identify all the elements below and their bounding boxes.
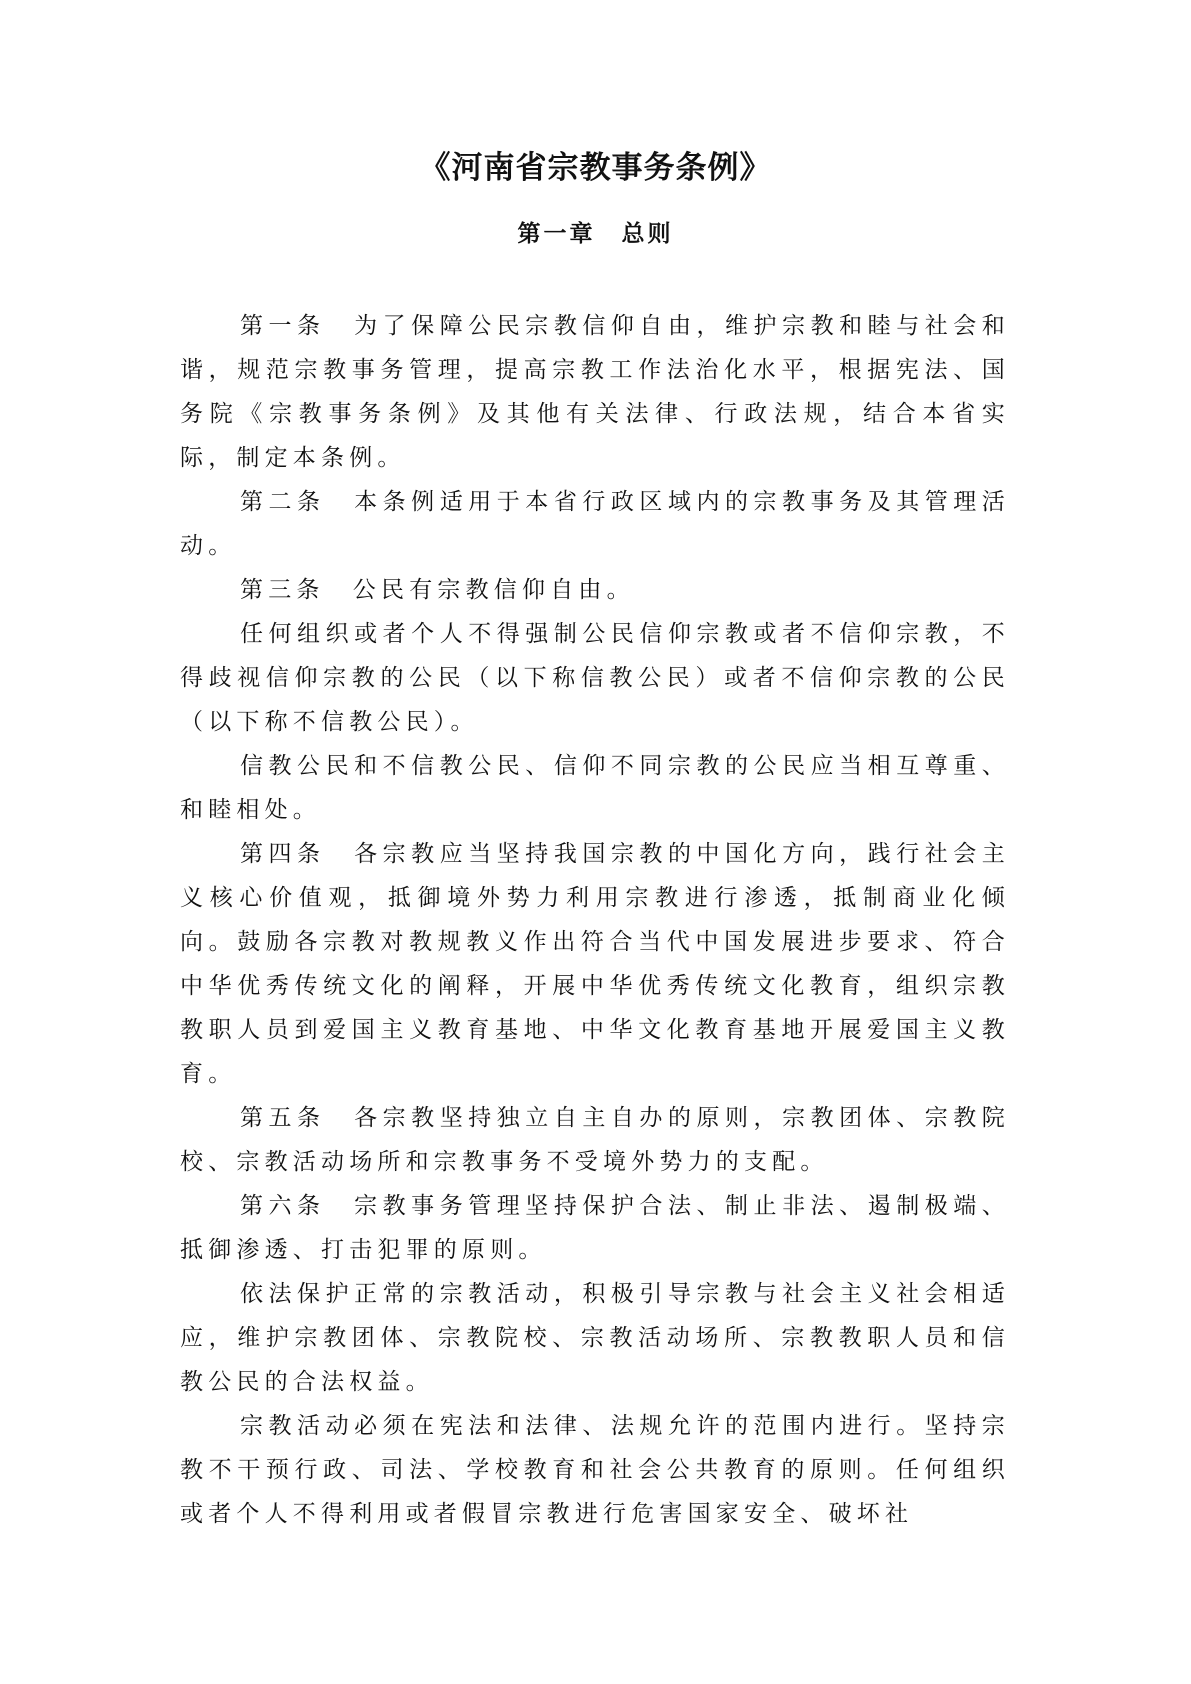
paragraph-article-2: 第二条 本条例适用于本省行政区域内的宗教事务及其管理活动。 bbox=[180, 489, 1010, 559]
document-body bbox=[180, 304, 1010, 1536]
paragraph-article-1: 第一条 为了保障公民宗教信仰自由，维护宗教和睦与社会和谐，规范宗教事务管理，提高宗教工作法治化水平，根据宪法、国务院《宗教事务条例》及其他有关法律、行政法规，结合本省实际，制定本条例。 bbox=[180, 313, 1010, 471]
paragraph-article-3-clause-3: 信教公民和不信教公民、信仰不同宗教的公民应当相互尊重、和睦相处。 bbox=[180, 753, 1010, 823]
paragraph-article-6: 第六条 宗教事务管理坚持保护合法、制止非法、遏制极端、抵御渗透、打击犯罪的原则。 bbox=[180, 1193, 1010, 1263]
paragraph-article-3-clause-2: 任何组织或者个人不得强制公民信仰宗教或者不信仰宗教，不得歧视信仰宗教的公民（以下称信教公民）或者不信仰宗教的公民（以下称不信教公民）。 bbox=[180, 621, 1010, 735]
paragraph-article-6-clause-2: 依法保护正常的宗教活动，积极引导宗教与社会主义社会相适应，维护宗教团体、宗教院校、宗教活动场所、宗教教职人员和信教公民的合法权益。 bbox=[180, 1281, 1010, 1395]
document-title: 《河南省宗教事务条例》 bbox=[419, 150, 772, 186]
paragraph-article-5: 第五条 各宗教坚持独立自主自办的原则，宗教团体、宗教院校、宗教活动场所和宗教事务不受境外势力的支配。 bbox=[180, 1105, 1010, 1175]
paragraph-article-6-clause-3: 宗教活动必须在宪法和法律、法规允许的范围内进行。坚持宗教不干预行政、司法、学校教育和社会公共教育的原则。任何组织或者个人不得利用或者假冒宗教进行危害国家安全、破坏社 bbox=[180, 1413, 1010, 1527]
paragraph-article-3: 第三条 公民有宗教信仰自由。 bbox=[240, 577, 635, 603]
paragraph-article-4: 第四条 各宗教应当坚持我国宗教的中国化方向，践行社会主义核心价值观，抵御境外势力利用宗教进行渗透，抵制商业化倾向。鼓励各宗教对教规教义作出符合当代中国发展进步要求、符合中华优秀传统文化的阐释，开展中华优秀传统文化教育，组织宗教教职人员到爱国主义教育基地、中华文化教育基地开展爱国主义教育。 bbox=[180, 841, 1010, 1087]
chapter-heading: 第一章 总则 bbox=[517, 221, 674, 247]
